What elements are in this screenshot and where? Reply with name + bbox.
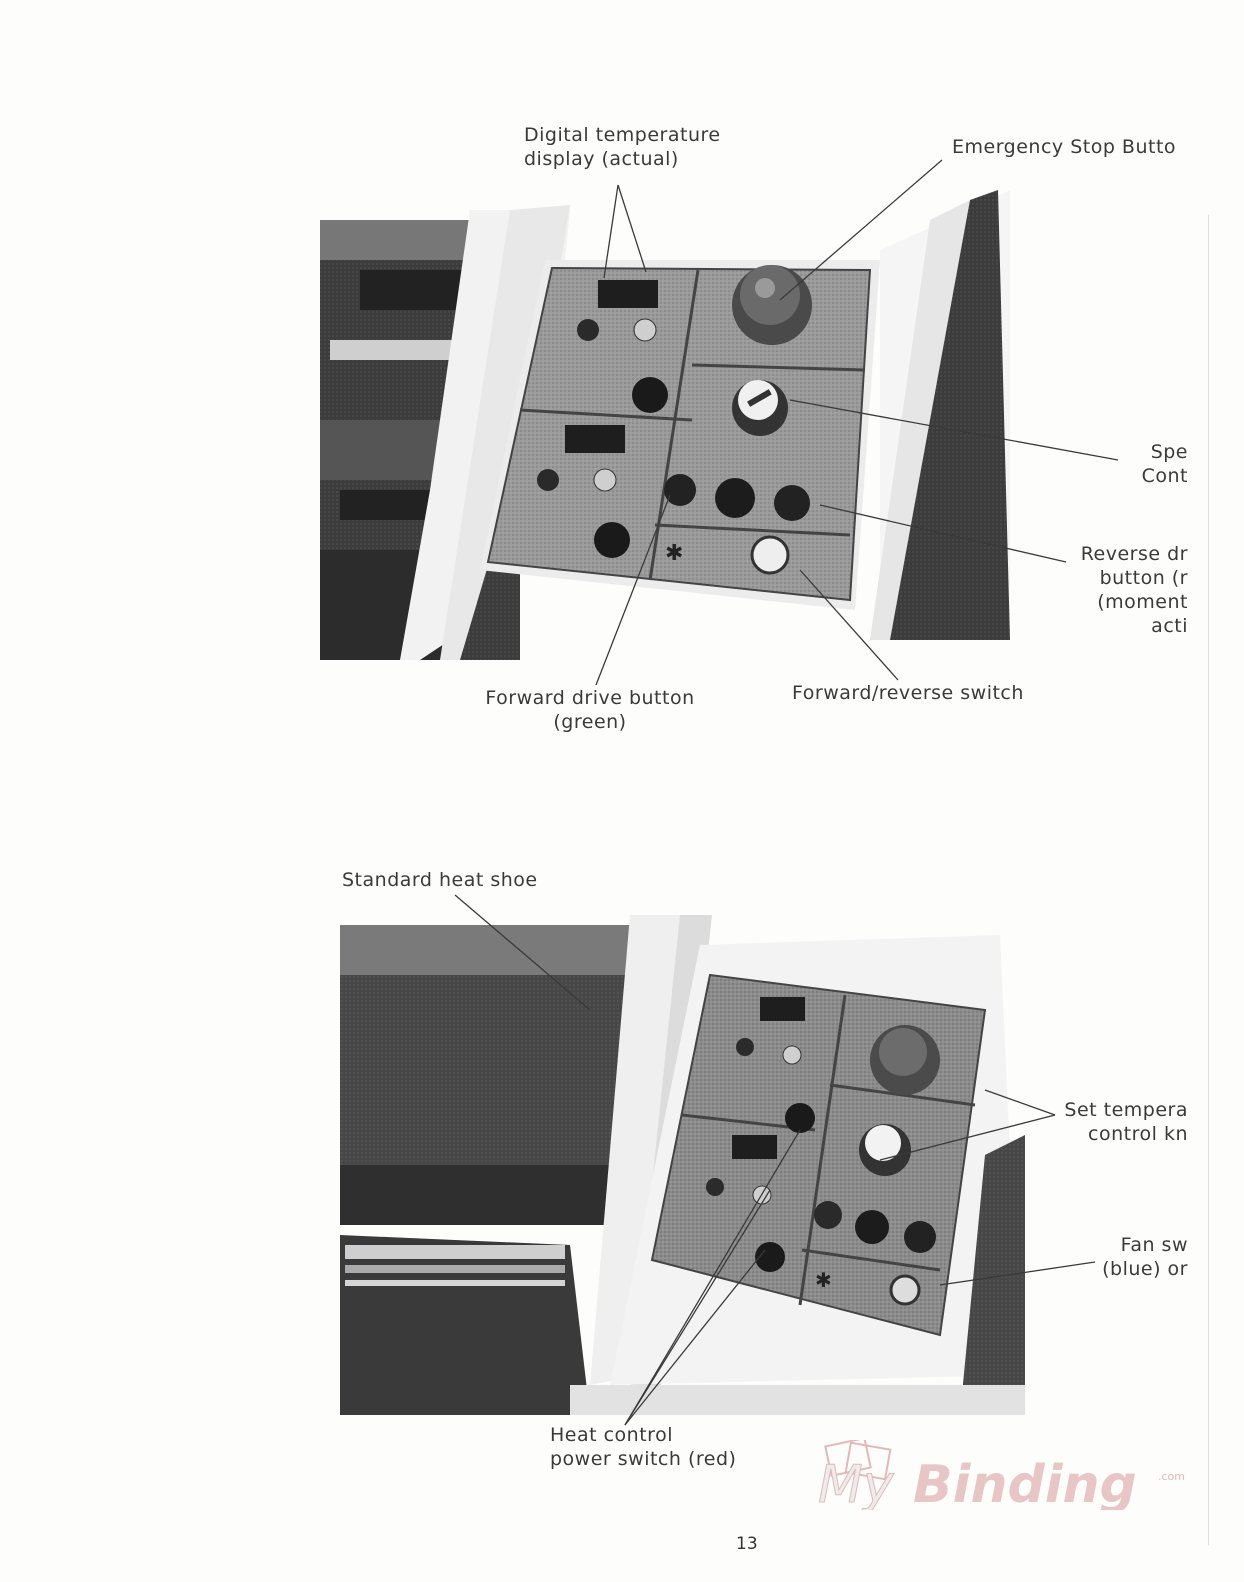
label-forward-reverse-switch: Forward/reverse switch [792,682,1024,704]
label-standard-heat-shoe: Standard heat shoe [342,869,538,891]
watermark-binding-text: Binding [913,1455,1137,1510]
svg-text:✱: ✱ [815,1268,832,1292]
label-heat-control-power-switch: Heat control power switch (red) [550,1424,737,1470]
right-edge-mark [1208,215,1209,1545]
mybinding-watermark-logo [818,1440,1188,1510]
watermark-my-text: My [818,1455,894,1510]
label-forward-drive-button: Forward drive button (green) [485,687,695,733]
label-fan-switch: Fan sw (blue) or [1102,1234,1188,1280]
svg-text:✱: ✱ [665,541,684,566]
label-speed-control: Spe Cont [1141,441,1188,487]
label-digital-temperature-display: Digital temperature display (actual) [524,124,721,170]
label-set-temperature-control-knob: Set tempera control kn [1064,1099,1188,1145]
label-emergency-stop-button: Emergency Stop Butto [952,136,1177,158]
watermark-com-text: .com [1158,1470,1185,1483]
label-reverse-drive-button: Reverse dr button (r (moment acti [1080,543,1188,637]
control-panel-photo-1 [320,190,1010,660]
page-number: 13 [736,1534,758,1554]
control-panel-photo-2 [340,915,1025,1415]
